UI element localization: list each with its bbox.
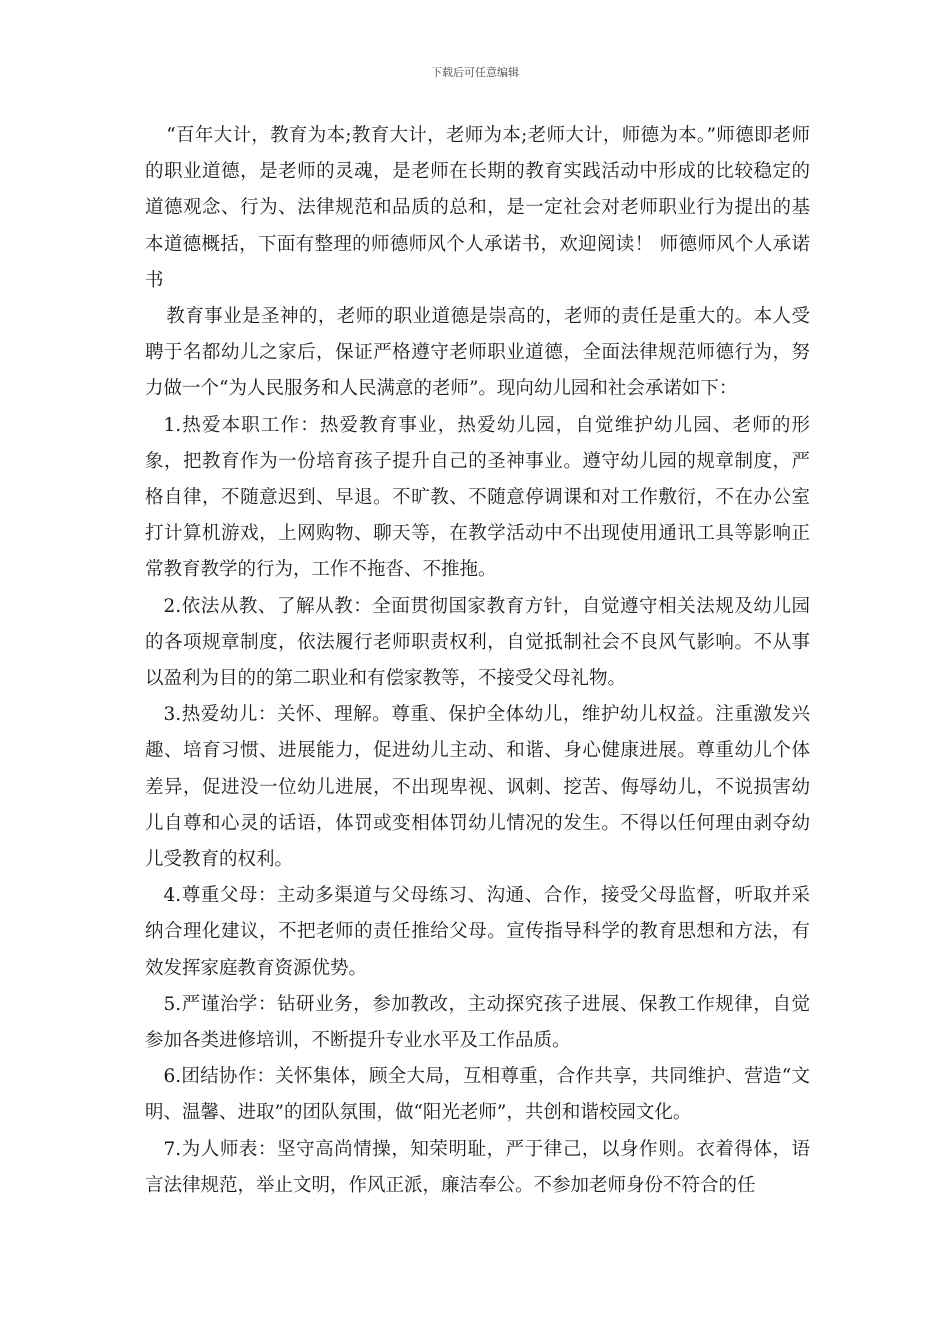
commitment-item-1: 1.热爱本职工作：热爱教育事业，热爱幼儿园，自觉维护幼儿园、老师的形象，把教育作为一份培育孩子提升自己的圣神事业。遵守幼儿园的规章制度，严格自律，不随意迟到、早退。不旷教、不随意停调课和对工作敷衍，不在办公室打计算机游戏，上网购物、聊天等，在教学活动中不出现使用通讯工具等影响正常教育教学的行为，工作不拖沓、不推拖。 xyxy=(145,414,810,581)
page-header: 下载后可任意编辑 xyxy=(431,66,519,79)
document-body xyxy=(145,118,810,1204)
commitment-item-6: 6.团结协作：关怀集体，顾全大局，互相尊重，合作共享，共同维护、营造“文明、温馨、进取”的团队氛围，做“阳光老师”，共创和谐校园文化。 xyxy=(145,1066,810,1124)
commitment-item-5: 5.严谨治学：钻研业务，参加教改，主动探究孩子进展、保教工作规律，自觉参加各类进修培训，不断提升专业水平及工作品质。 xyxy=(145,993,810,1052)
commitment-item-7: 7.为人师表：坚守高尚情操，知荣明耻，严于律己，以身作则。衣着得体，语言法律规范，举止文明，作风正派，廉洁奉公。不参加老师身份不符合的任 xyxy=(145,1138,810,1196)
commitment-item-4: 4.尊重父母：主动多渠道与父母练习、沟通、合作，接受父母监督，听取并采纳合理化建议，不把老师的责任推给父母。宣传指导科学的教育思想和方法，有效发挥家庭教育资源优势。 xyxy=(145,885,810,979)
intro-paragraph: “百年大计，教育为本;教育大计，老师为本;老师大计，师德为本。”师德即老师的职业道德，是老师的灵魂，是老师在长期的教育实践活动中形成的比较稳定的道德观念、行为、法律规范和品质的总和，是一定社会对老师职业行为提出的基本道德概括，下面有整理的师德师风个人承诺书，欢迎阅读！ 师德师风个人承诺书 xyxy=(145,125,810,291)
commitment-item-2: 2.依法从教、了解从教：全面贯彻国家教育方针，自觉遵守相关法规及幼儿园的各项规章制度，依法履行老师职责权利，自觉抵制社会不良风气影响。不从事以盈利为目的的第二职业和有偿家教等，不接受父母礼物。 xyxy=(145,595,810,690)
commitment-preamble: 教育事业是圣神的，老师的职业道德是崇高的，老师的责任是重大的。本人受聘于名都幼儿之家后，保证严格遵守老师职业道德，全面法律规范师德行为，努力做一个“为人民服务和人民满意的老师”。现向幼儿园和社会承诺如下： xyxy=(145,306,810,400)
commitment-item-3: 3.热爱幼儿：关怀、理解。尊重、保护全体幼儿，维护幼儿权益。注重激发兴趣、培育习惯、进展能力，促进幼儿主动、和谐、身心健康进展。尊重幼儿个体差异，促进没一位幼儿进展，不出现卑视、讽刺、挖苦、侮辱幼儿，不说损害幼儿自尊和心灵的话语，体罚或变相体罚幼儿情况的发生。不得以任何理由剥夺幼儿受教育的权利。 xyxy=(145,704,810,871)
